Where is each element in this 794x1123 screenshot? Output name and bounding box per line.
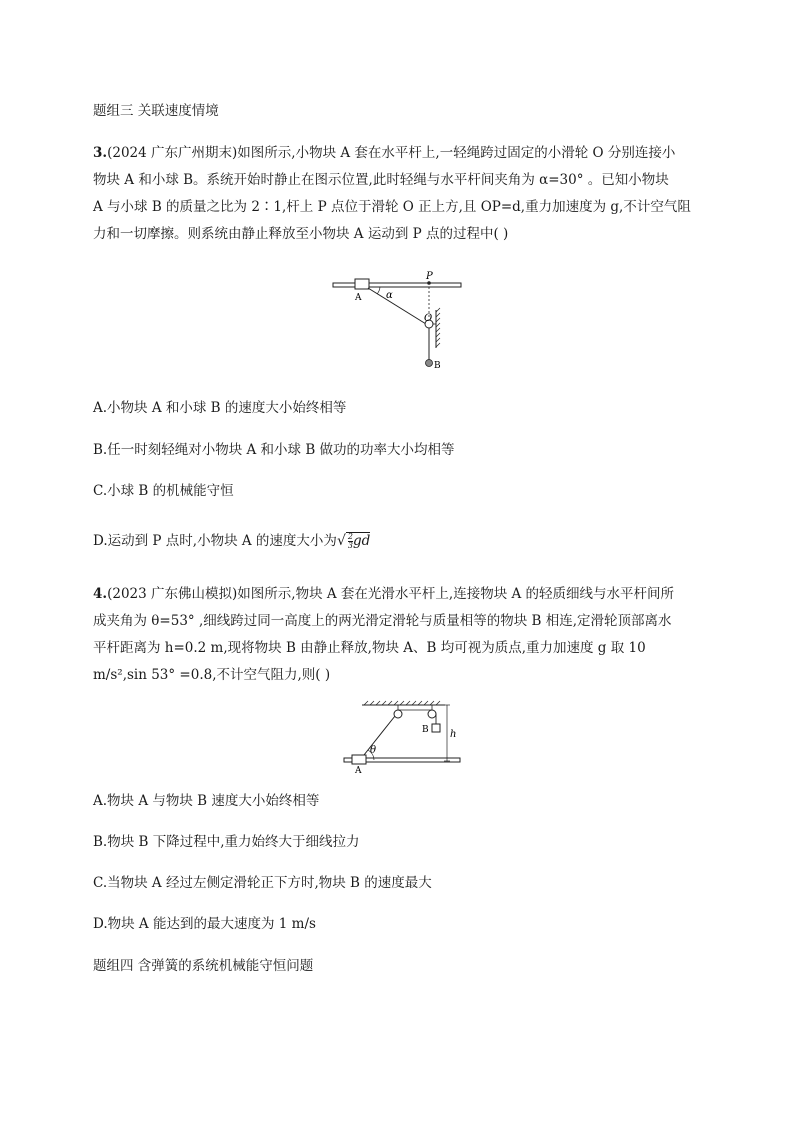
option-3d-text: D.运动到 P 点时,小物块 A 的速度大小为: [93, 533, 337, 549]
sqrt-expression: √ $\frac{2}{3}$ gd: [336, 532, 371, 550]
question-4-line-3: 平杆距离为 h=0.2 m,现将物块 B 由静止释放,物块 A、B 均可视为质点,重力加速度 g 取 10: [93, 640, 646, 656]
label-o: O: [424, 313, 433, 324]
option-4b: B.物块 B 下降过程中,重力始终大于细线拉力: [93, 834, 360, 850]
option-4d: D.物块 A 能达到的最大速度为 1 m/s: [93, 916, 316, 932]
fraction: $\frac{2}{3}$: [347, 532, 353, 550]
label-a: A: [355, 293, 362, 303]
label-alpha: α: [386, 290, 393, 301]
question-number: 3.: [93, 145, 108, 161]
label-b: B: [434, 361, 441, 371]
option-3b: B.任一时刻轻绳对小物块 A 和小球 B 做功的功率大小均相等: [93, 442, 455, 458]
option-3c: C.小球 B 的机械能守恒: [93, 483, 234, 499]
option-4a: A.物块 A 与物块 B 速度大小始终相等: [93, 793, 320, 809]
angle-arc: [377, 287, 380, 294]
rope: [368, 288, 426, 324]
label-p: P: [426, 271, 433, 282]
question-3-line-1: [93, 143, 675, 163]
question-3-line-4: 力和一切摩擦。则系统由静止释放至小物块 A 运动到 P 点的过程中( ): [93, 226, 509, 242]
option-3d: [93, 531, 370, 551]
block-a: [355, 279, 369, 289]
section-heading-4: 题组四 含弹簧的系统机械能守恒问题: [93, 958, 314, 974]
question-4-line-2: 成夹角为 θ=53° ,细线跨过同一高度上的两光滑定滑轮与质量相等的物块 B 相连,定滑轮顶部离水: [93, 613, 672, 629]
question-4-line-1: [93, 584, 674, 604]
option-4c: C.当物块 A 经过左侧定滑轮正下方时,物块 B 的速度最大: [93, 875, 432, 891]
ball-b: [426, 360, 433, 367]
right-pulley: [428, 710, 436, 718]
question-text: (2023 广东佛山模拟)如图所示,物块 A 套在光滑水平杆上,连接物块 A 的轻质细线与水平杆间所: [107, 586, 675, 602]
section-heading-3: 题组三 关联速度情境: [93, 103, 219, 119]
option-3a: A.小物块 A 和小球 B 的速度大小始终相等: [93, 400, 347, 416]
question-number: 4.: [93, 586, 108, 602]
wall-hatching: [436, 308, 440, 347]
question-text: (2024 广东广州期末)如图所示,小物块 A 套在水平杆上,一轻绳跨过固定的小滑轮 O 分别连接小: [107, 145, 676, 161]
ceiling-hatching: [364, 701, 440, 705]
block-b: [432, 724, 440, 732]
question-3-figure: [328, 268, 468, 374]
label-theta: θ: [370, 745, 377, 756]
horizontal-rod: [333, 283, 461, 287]
block-a: [352, 755, 366, 764]
label-a: A: [355, 766, 362, 776]
question-3-line-2: 物块 A 和小球 B。系统开始时静止在图示位置,此时轻绳与水平杆间夹角为 α=30° 。已知小物块: [93, 172, 669, 188]
question-4-figure: [340, 697, 465, 777]
string-a: [360, 716, 395, 760]
question-4-line-4: m/s²,sin 53° =0.8,不计空气阻力,则( ): [93, 667, 331, 683]
left-pulley: [394, 710, 402, 718]
question-3-line-3: A 与小球 B 的质量之比为 2∶1,杆上 P 点位于滑轮 O 正上方,且 OP=d,重力加速度为 g,不计空气阻: [93, 199, 691, 215]
label-b: B: [422, 725, 429, 735]
label-h: h: [450, 729, 457, 740]
